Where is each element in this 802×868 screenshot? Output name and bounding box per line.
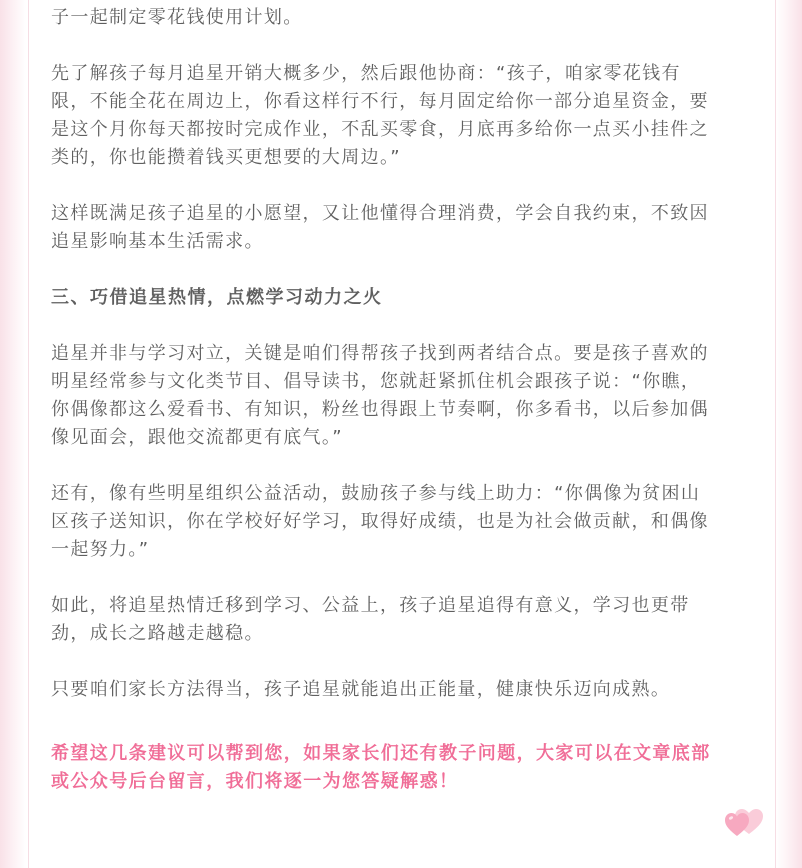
text-line: 劲，成长之路越走越稳。 (51, 623, 264, 644)
text-line: 如此，将追星热情迁移到学习、公益上，孩子追星追得有意义，学习也更带 (51, 595, 690, 616)
text-line: 是这个月你每天都按时完成作业，不乱买零食，月底再多给你一点买小挂件之 (51, 119, 709, 140)
paragraph-charity (51, 480, 757, 564)
closing-note (51, 740, 761, 796)
closing-line: 希望这几条建议可以帮到您，如果家长们还有教子问题，大家可以在文章底部 (51, 743, 711, 764)
text-line: 一起努力。” (51, 539, 150, 560)
two-hearts-icon (722, 804, 766, 838)
paragraph-intro-tail (51, 4, 757, 32)
text-line: 追星影响基本生活需求。 (51, 231, 264, 252)
section-three-heading: 三、巧借追星热情，点燃学习动力之火 (51, 287, 383, 308)
paragraph-summary (51, 676, 757, 704)
paragraph-study (51, 340, 757, 452)
closing-line: 或公众号后台留言，我们将逐一为您答疑解惑！ (51, 771, 459, 792)
text-line: 类的，你也能攒着钱买更想要的大周边。” (51, 147, 401, 168)
text-line: 明星经常参与文化类节目、倡导读书，您就赶紧抓住机会跟孩子说：“你瞧， (51, 371, 701, 392)
text-line: 限，不能全花在周边上，你看这样行不行，每月固定给你一部分追星资金，要 (51, 91, 709, 112)
paragraph-balance (51, 200, 757, 256)
text-line: 子一起制定零花钱使用计划。 (51, 7, 303, 28)
paragraph-negotiate (51, 60, 757, 172)
text-line: 区孩子送知识，你在学校好好学习，取得好成绩，也是为社会做贡献，和偶像 (51, 511, 709, 532)
text-line: 像见面会，跟他交流都更有底气。” (51, 427, 343, 448)
text-line: 还有，像有些明星组织公益活动，鼓励孩子参与线上助力：“你偶像为贫困山 (51, 483, 701, 504)
text-line: 追星并非与学习对立，关键是咱们得帮孩子找到两者结合点。要是孩子喜欢的 (51, 343, 709, 364)
text-line: 你偶像都这么爱看书、有知识，粉丝也得跟上节奏啊，你多看书，以后参加偶 (51, 399, 709, 420)
text-line: 先了解孩子每月追星开销大概多少，然后跟他协商：“孩子，咱家零花钱有 (51, 63, 681, 84)
text-line: 这样既满足孩子追星的小愿望，又让他懂得合理消费，学会自我约束，不致因 (51, 203, 709, 224)
paragraph-transfer (51, 592, 757, 648)
text-line: 只要咱们家长方法得当，孩子追星就能追出正能量，健康快乐迈向成熟。 (51, 679, 671, 700)
